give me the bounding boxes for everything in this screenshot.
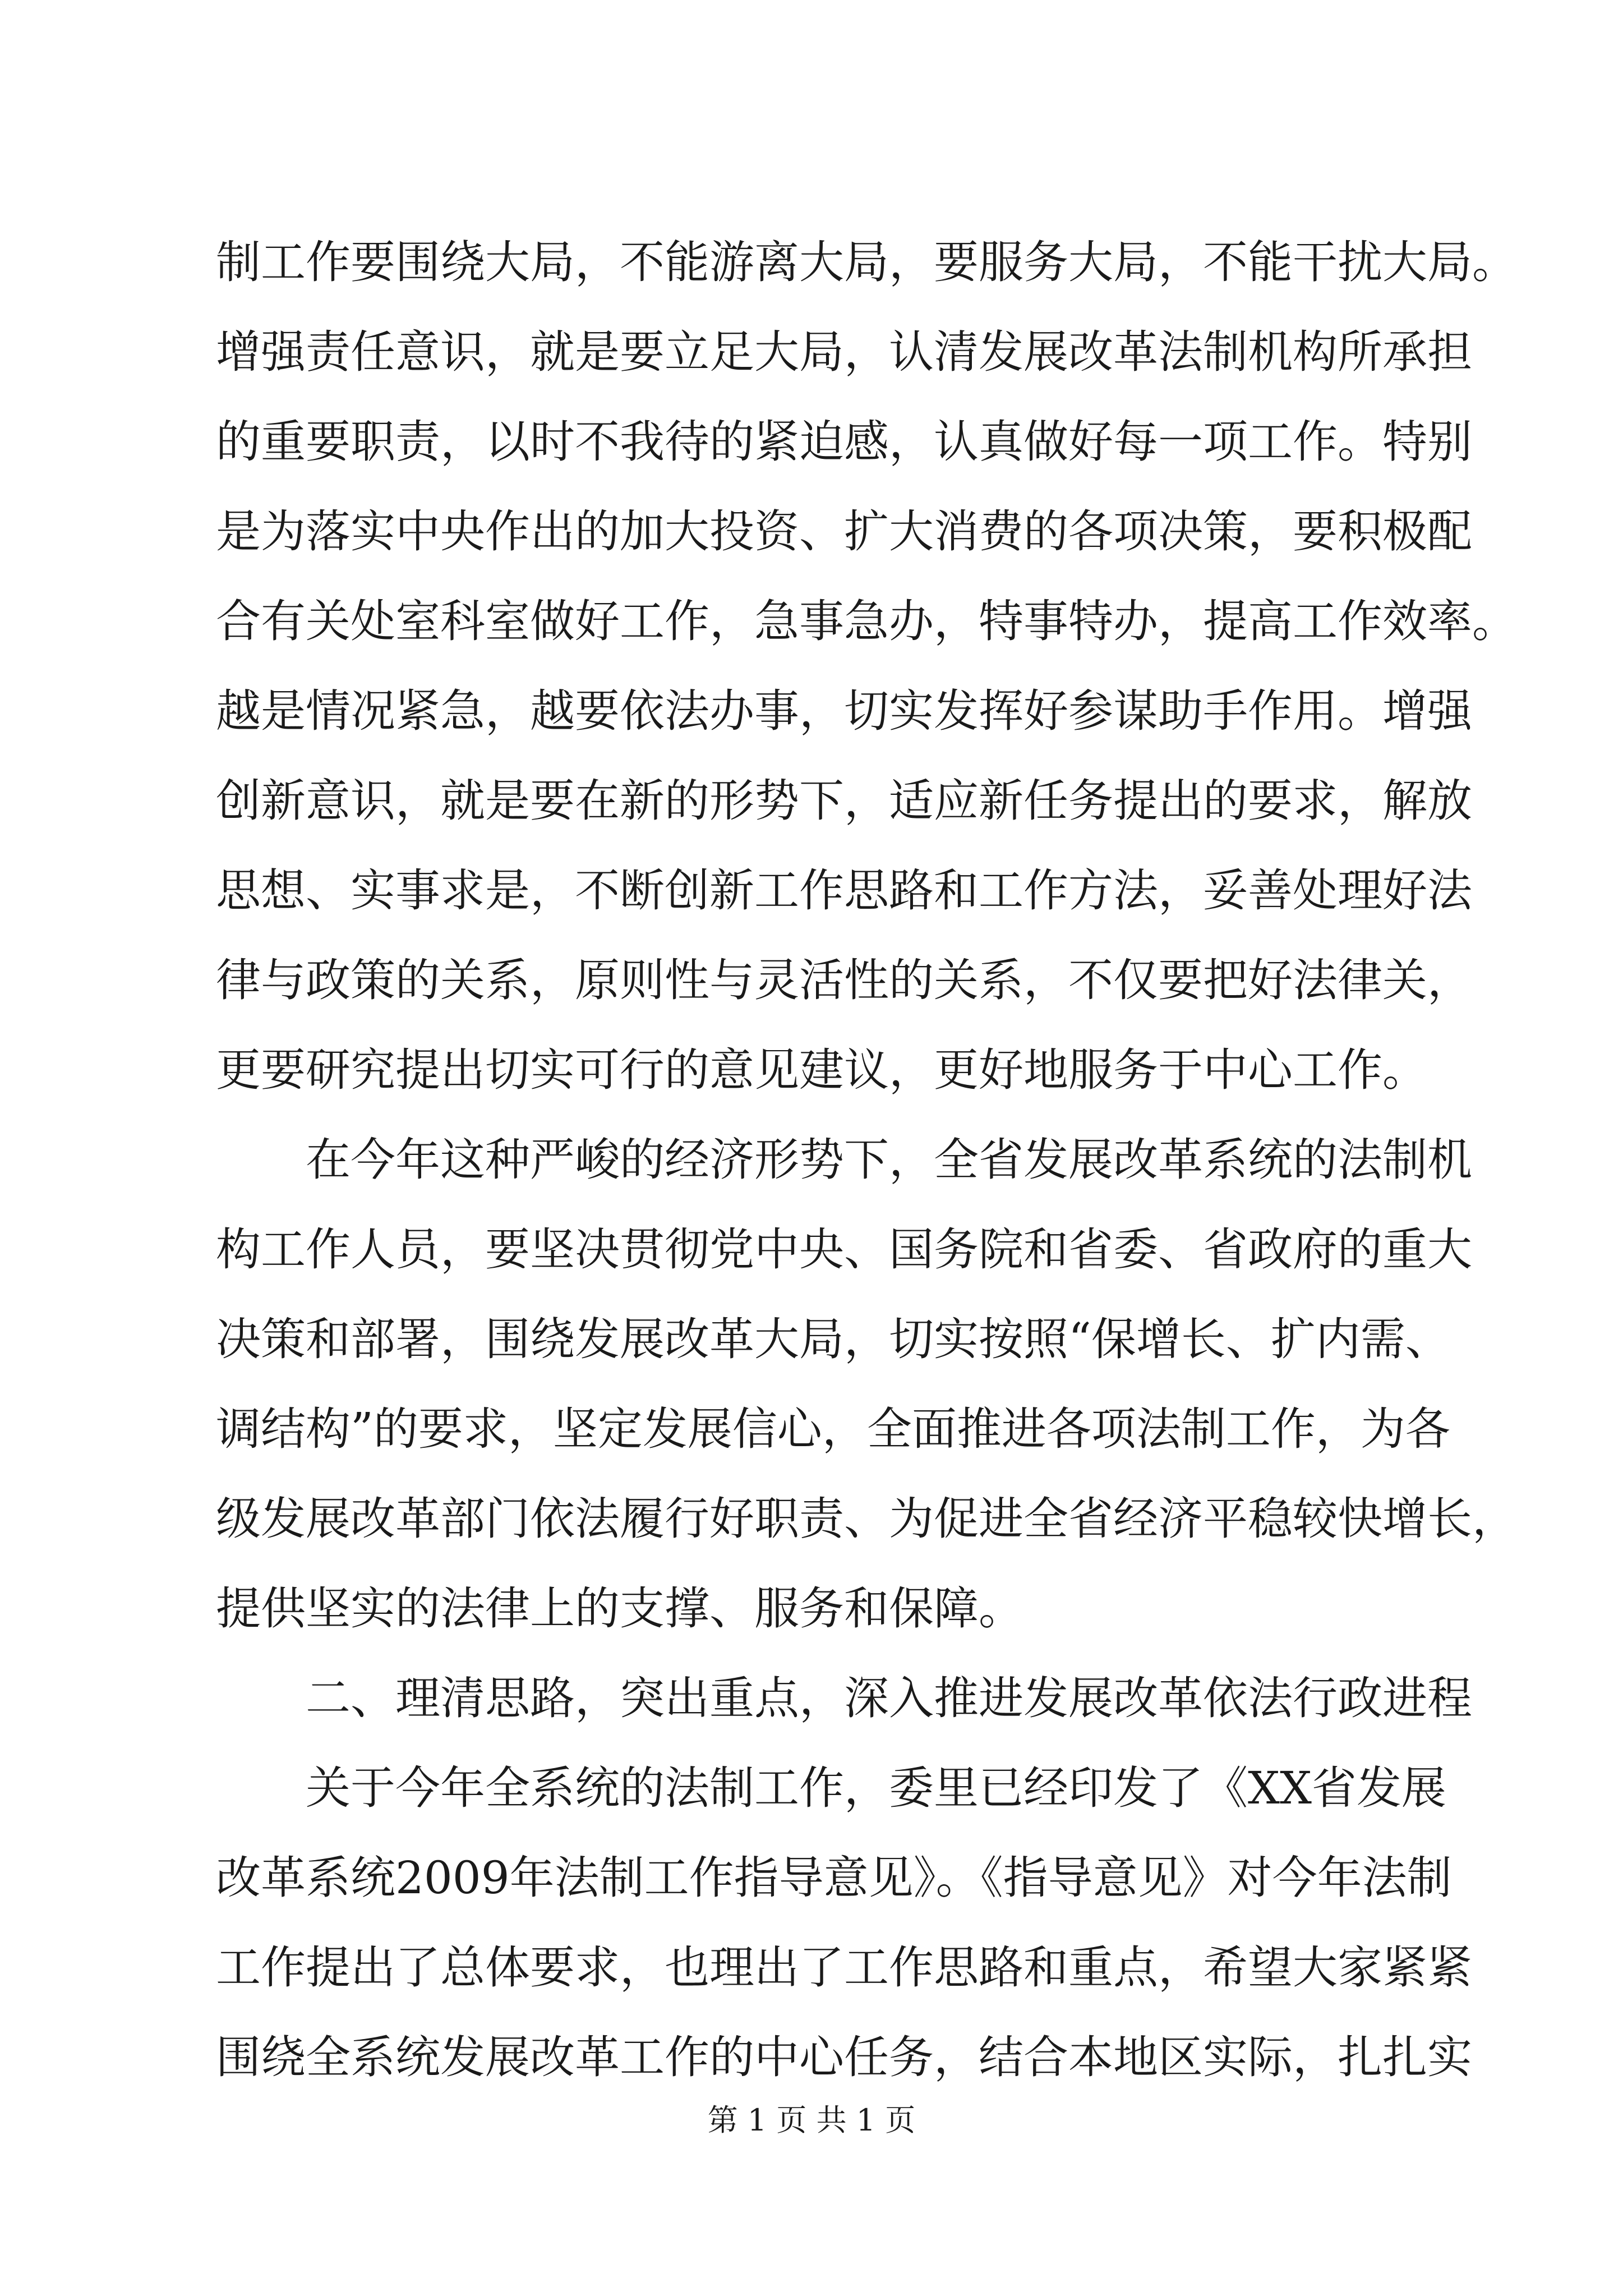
body-line: 是为落实中央作出的加大投资、扩大消费的各项决策，要积极配: [216, 505, 1472, 558]
body-line: 制工作要围绕大局，不能游离大局，要服务大局，不能干扰大局。: [216, 236, 1517, 288]
body-line: 思想、实事求是，不断创新工作思路和工作方法，妥善处理好法: [216, 864, 1472, 917]
body-line: 增强责任意识，就是要立足大局，认清发展改革法制机构所承担: [216, 326, 1472, 378]
body-line: 级发展改革部门依法履行好职责、为促进全省经济平稳较快增长，: [216, 1493, 1517, 1545]
body-line: 越是情况紧急，越要依法办事，切实发挥好参谋助手作用。增强: [216, 685, 1472, 737]
body-line: 决策和部署，围绕发展改革大局，切实按照“保增长、扩内需、: [216, 1313, 1450, 1365]
body-line: 创新意识，就是要在新的形势下，适应新任务提出的要求，解放: [216, 775, 1472, 827]
body-line: 的重要职责，以时不我待的紧迫感，认真做好每一项工作。特别: [216, 416, 1472, 468]
body-line: 工作提出了总体要求，也理出了工作思路和重点，希望大家紧紧: [216, 1941, 1472, 1994]
body-line: 提供坚实的法律上的支撑、服务和保障。: [216, 1582, 1023, 1635]
section-heading: 二、理清思路，突出重点，深入推进发展改革依法行政进程: [306, 1672, 1472, 1724]
body-line: 构工作人员，要坚决贯彻党中央、国务院和省委、省政府的重大: [216, 1223, 1472, 1276]
document-body: [216, 218, 1517, 2102]
paragraph-start-line: 在今年这种严峻的经济形势下，全省发展改革系统的法制机: [306, 1134, 1472, 1186]
body-line: 律与政策的关系，原则性与灵活性的关系，不仅要把好法律关，: [216, 954, 1472, 1006]
body-line: 调结构”的要求，坚定发展信心，全面推进各项法制工作，为各: [216, 1403, 1450, 1455]
body-line: 更要研究提出切实可行的意见建议，更好地服务于中心工作。: [216, 1044, 1427, 1096]
body-line: 合有关处室科室做好工作，急事急办，特事特办，提高工作效率。: [216, 595, 1517, 647]
body-line: 改革系统2009年法制工作指导意见》。《指导意见》对今年法制: [216, 1852, 1452, 1904]
body-line: 围绕全系统发展改革工作的中心任务，结合本地区实际，扎扎实: [216, 2031, 1472, 2083]
paragraph-start-line: 关于今年全系统的法制工作，委里已经印发了《XX省发展: [306, 1762, 1446, 1814]
page-number-footer: 第 1 页 共 1 页: [707, 2102, 916, 2138]
